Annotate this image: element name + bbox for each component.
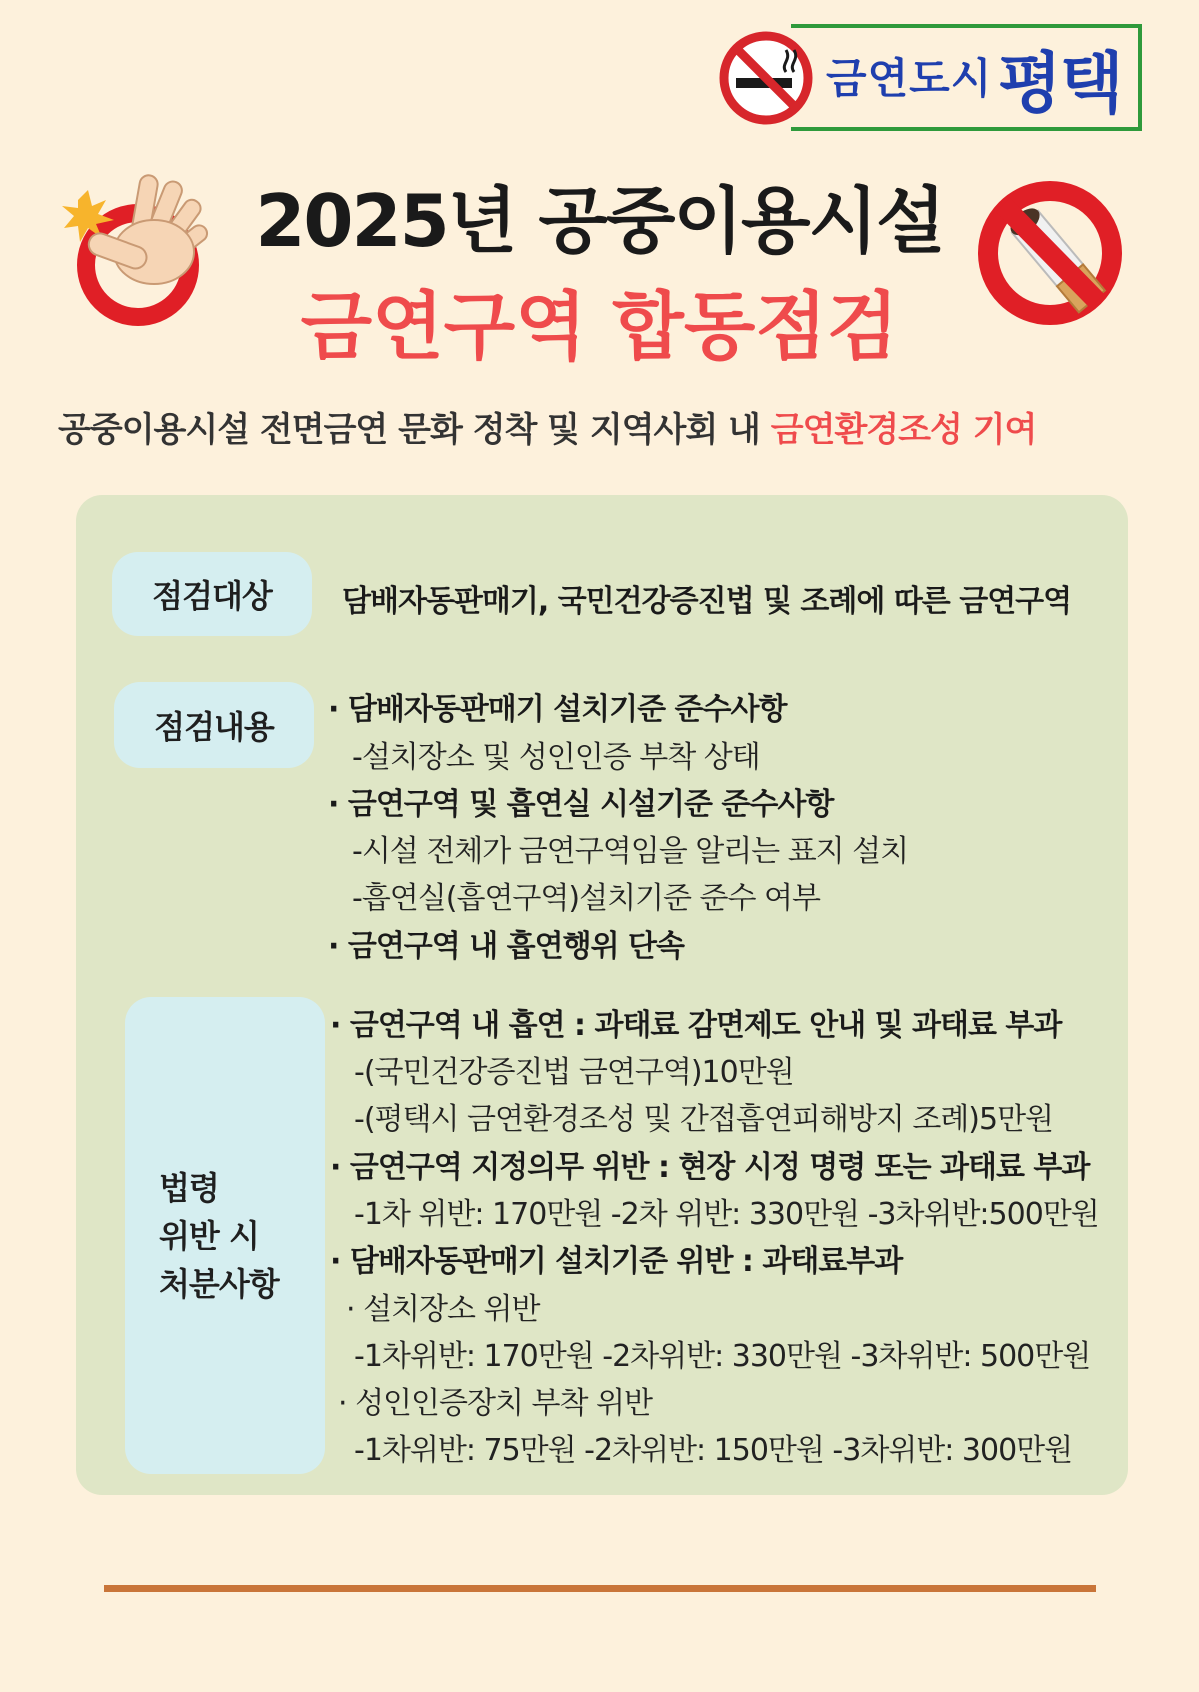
penalty-line: -(국민건강증진법 금연구역)10만원 (354, 1055, 794, 1090)
label-penalty-line: 법령 (159, 1168, 219, 1207)
content-line: -흡연실(흡연구역)설치기준 준수 여부 (352, 881, 821, 916)
label-penalty-line: 처분사항 (159, 1264, 279, 1303)
penalty-line: · 금연구역 지정의무 위반 : 현장 시정 명령 또는 과태료 부과 (330, 1150, 1090, 1185)
footer-divider (104, 1585, 1096, 1592)
subtitle-highlight: 금연환경조성 기여 (770, 410, 1037, 450)
title-main-line: 금연구역 합동점검 (300, 284, 899, 370)
penalty-line: -1차위반: 75만원 -2차위반: 150만원 -3차위반: 300만원 (354, 1433, 1073, 1468)
no-smoking-icon (716, 20, 816, 136)
label-inspection-content: 점검내용 (114, 682, 314, 768)
title-year-line: 2025년 공중이용시설 (255, 179, 944, 263)
inspection-target-text: 담배자동판매기, 국민건강증진법 및 조례에 따른 금연구역 (342, 584, 1072, 619)
content-line: · 금연구역 내 흡연행위 단속 (328, 929, 684, 964)
penalty-line: · 설치장소 위반 (346, 1292, 540, 1327)
penalty-line: · 담배자동판매기 설치기준 위반 : 과태료부과 (330, 1244, 903, 1279)
subtitle-prefix: 공중이용시설 전면금연 문화 정착 및 지역사회 내 (58, 410, 771, 450)
label-inspection-target: 점검대상 (112, 552, 312, 636)
penalty-line: · 금연구역 내 흡연 : 과태료 감면제도 안내 및 과태료 부과 (330, 1008, 1062, 1043)
penalty-line: · 성인인증장치 부착 위반 (338, 1386, 652, 1421)
brand-city-text: 금연도시 (826, 54, 993, 103)
brand-logo (716, 20, 1148, 136)
brand-city-name: 평택 (998, 45, 1122, 122)
penalty-line: -1차위반: 170만원 -2차위반: 330만원 -3차위반: 500만원 (354, 1339, 1091, 1374)
label-penalty-line: 위반 시 (159, 1216, 259, 1255)
content-line: · 담배자동판매기 설치기준 준수사항 (328, 692, 787, 727)
penalty-line: -(평택시 금연환경조성 및 간접흡연피해방지 조례)5만원 (354, 1102, 1054, 1137)
content-line: · 금연구역 및 흡연실 시설기준 준수사항 (328, 787, 834, 822)
content-line: -시설 전체가 금연구역임을 알리는 표지 설치 (352, 834, 909, 869)
penalty-line: -1차 위반: 170만원 -2차 위반: 330만원 -3차위반:500만원 (354, 1197, 1099, 1232)
content-line: -설치장소 및 성인인증 부착 상태 (352, 740, 760, 775)
subtitle (58, 402, 1158, 451)
label-penalty (125, 997, 325, 1474)
